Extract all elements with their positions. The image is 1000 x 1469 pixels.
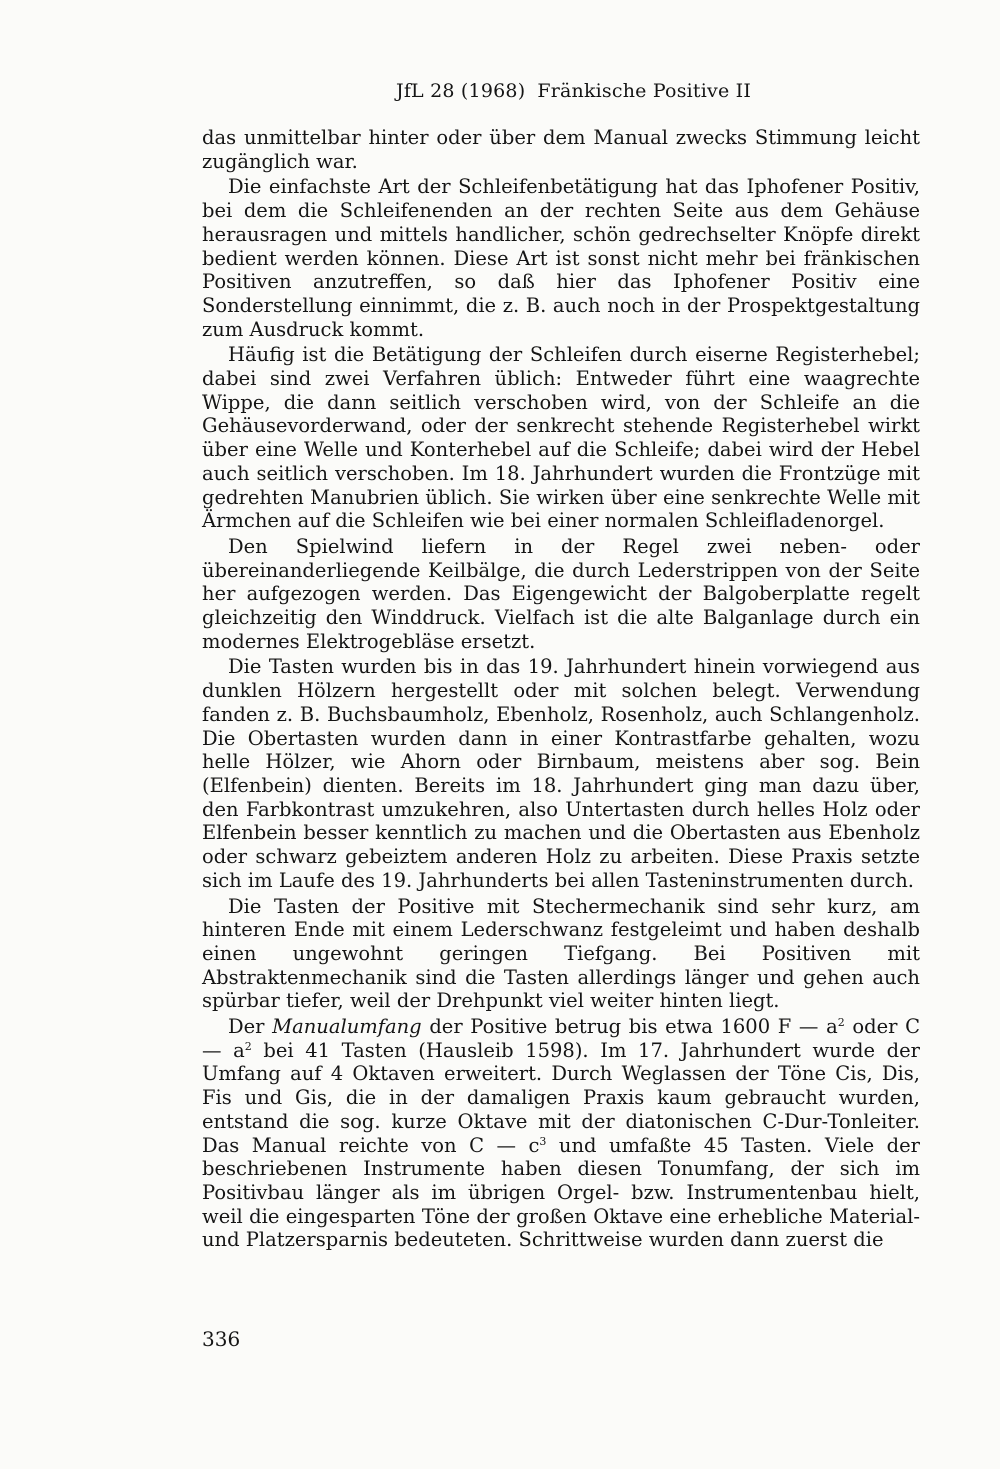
paragraph: Den Spielwind liefern in der Regel zwei neben- oder übereinanderliegende Keilbälge, die durch Lederstrippen von der Seite her aufgezogen werden. Das Eigengewicht der Balgoberplatte regelt gleichzeitig den Winddruck. Vielfach ist die alte Balganlage durch ein modernes Elektrogebläse ersetzt. bbox=[202, 534, 920, 653]
text-run: bei 41 Tasten (Hausleib 1598). Im 17. Jahrhundert wurde der Umfang auf 4 Oktaven erweitert. Durch Weglassen der Töne Cis, Dis, Fis und Gis, die in der damaligen Praxis kaum gebraucht wurden, entstand die sog. kurze Oktave mit der diatonischen C-Dur-Tonleiter. Das Manual reichte von C — c bbox=[202, 1038, 920, 1157]
body-text bbox=[202, 126, 920, 1254]
text-run: der Positive betrug bis etwa 1600 F — a bbox=[421, 1015, 838, 1039]
paragraph: das unmittelbar hinter oder über dem Manual zwecks Stimmung leicht zugänglich war. bbox=[202, 126, 920, 173]
superscript: 3 bbox=[539, 1134, 547, 1148]
superscript: 2 bbox=[244, 1039, 252, 1053]
emphasized-term: Manualumfang bbox=[272, 1015, 422, 1039]
article-title: Fränkische Positive II bbox=[537, 80, 752, 102]
paragraph: Häufig ist die Betätigung der Schleifen durch eiserne Registerhebel; dabei sind zwei Verfahren üblich: Entweder führt eine waagrechte Wippe, die dann seitlich verschoben wird, von der Schleife an die Gehäusevorderwand, oder der senkrecht stehende Registerhebel wirkt über eine Welle und Konterhebel auf die Schleife; dabei wird der Hebel auch seitlich verschoben. Im 18. Jahrhundert wurden die Frontzüge mit gedrehten Manubrien üblich. Sie wirken über eine senkrechte Welle mit Ärmchen auf die Schleifen wie bei einer normalen Schleifladenorgel. bbox=[202, 343, 920, 533]
paragraph: Die einfachste Art der Schleifenbetätigung hat das Iphofener Positiv, bei dem die Schleifenenden an der rechten Seite aus dem Gehäuse herausragen und mittels handlicher, schön gedrechselter Knöpfe direkt bedient werden können. Diese Art ist sonst nicht mehr bei fränkischen Positiven anzutreffen, so daß hier das Iphofener Positiv eine Sonderstellung einnimmt, die z. B. auch noch in der Prospektgestaltung zum Ausdruck kommt. bbox=[202, 175, 920, 341]
journal-reference: JfL 28 (1968) bbox=[396, 80, 526, 102]
page-number: 336 bbox=[202, 1327, 241, 1351]
text-run: Der bbox=[228, 1015, 273, 1039]
paragraph: Die Tasten wurden bis in das 19. Jahrhundert hinein vorwiegend aus dunklen Hölzern hergestellt oder mit solchen belegt. Verwendung fanden z. B. Buchsbaumholz, Ebenholz, Rosenholz, auch Schlangenholz. Die Obertasten wurden dann in einer Kontrastfarbe gehalten, wozu helle Hölzer, wie Ahorn oder Birnbaum, meistens aber sog. Bein (Elfenbein) dienten. Bereits im 18. Jahrhundert ging man dazu über, den Farbkontrast umzukehren, also Untertasten durch helles Holz oder Elfenbein besser kenntlich zu machen und die Obertasten aus Ebenholz oder schwarz gebeiztem anderen Holz zu arbeiten. Diese Praxis setzte sich im Laufe des 19. Jahrhunderts bei allen Tasteninstrumenten durch. bbox=[202, 655, 920, 892]
text-run: und umfaßte 45 Tasten. Viele der beschriebenen Instrumente haben diesen Tonumfang, der sich im Positivbau länger als im übrigen Orgel- bzw. Instrumentenbau hielt, weil die eingesparten Töne der großen Oktave eine erhebliche Material- und Platzersparnis bedeuteten. Schrittweise wurden dann zuerst die bbox=[202, 1133, 920, 1252]
superscript: 2 bbox=[837, 1016, 845, 1030]
running-header bbox=[396, 79, 751, 103]
paragraph: Die Tasten der Positive mit Stechermechanik sind sehr kurz, am hinteren Ende mit einem Lederschwanz festgeleimt und haben deshalb einen ungewohnt geringen Tiefgang. Bei Positiven mit Abstraktenmechanik sind die Tasten allerdings länger und gehen auch spürbar tiefer, weil der Drehpunkt viel weiter hinten liegt. bbox=[202, 894, 920, 1013]
text-run: oder C — a bbox=[202, 1015, 921, 1062]
paragraph-manualumfang bbox=[202, 1015, 920, 1252]
